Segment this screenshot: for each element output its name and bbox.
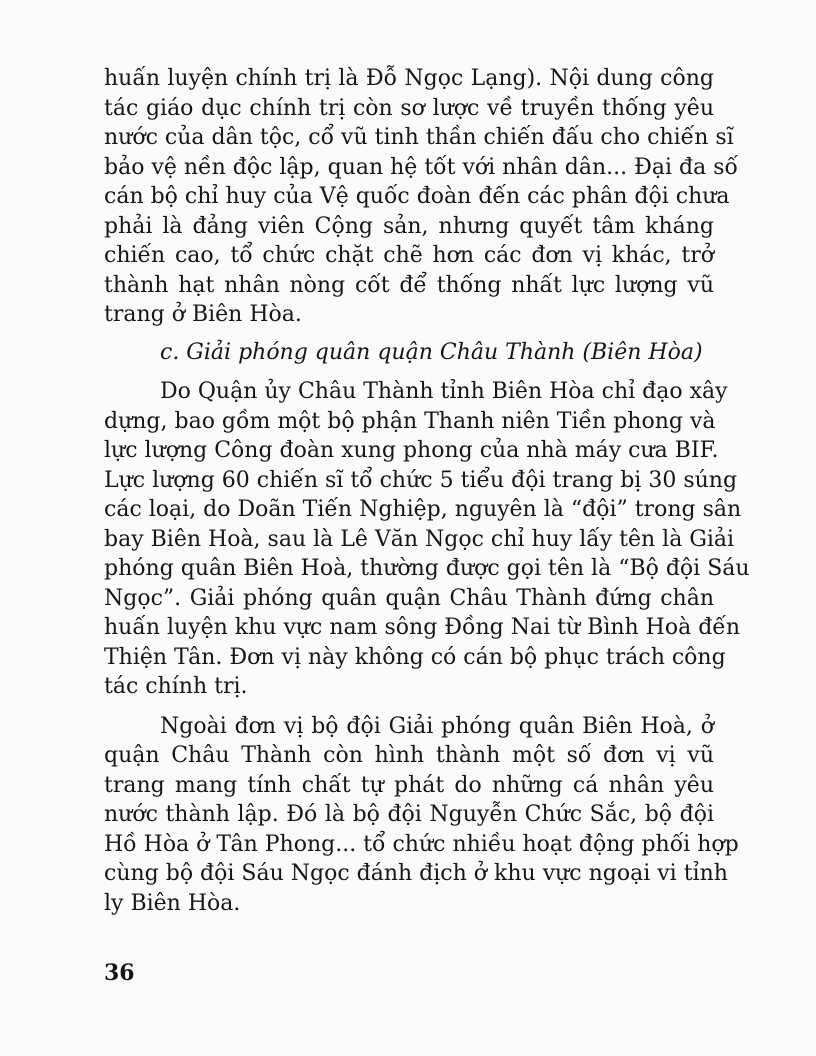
paragraph-2	[104, 377, 750, 702]
paragraph-1	[104, 64, 738, 330]
text-line: bay Biên Hoà, sau là Lê Văn Ngọc chỉ huy lấy tên là Giải	[104, 526, 735, 552]
paragraph-3	[104, 712, 739, 919]
text-line: trang ở Biên Hòa.	[104, 302, 302, 327]
paragraph-gap	[104, 702, 714, 712]
text-line: huấn luyện chính trị là Đỗ Ngọc Lạng). Nội dung công	[104, 66, 714, 91]
text-line: phải là đảng viên Cộng sản, nhưng quyết tâm kháng	[104, 213, 714, 239]
page-body	[104, 64, 750, 918]
text-line: tác giáo dục chính trị còn sơ lược về truyền thống yêu	[104, 95, 714, 121]
text-line: dựng, bao gồm một bộ phận Thanh niên Tiền phong và	[104, 408, 716, 434]
page-number: 36	[104, 960, 135, 986]
text-line: huấn luyện khu vực nam sông Đồng Nai từ Bình Hoà đến	[104, 615, 741, 640]
section-heading: c. Giải phóng quân quận Châu Thành (Biên Hòa)	[160, 339, 703, 365]
text-line: ly Biên Hòa.	[104, 890, 241, 916]
text-line: các loại, do Doãn Tiến Nghiệp, nguyên là “đội” trong sân	[104, 497, 742, 522]
text-line: Hồ Hòa ở Tân Phong... tổ chức nhiều hoạt động phối hợp	[104, 831, 739, 857]
text-line: nước của dân tộc, cổ vũ tinh thần chiến đấu cho chiến sĩ	[104, 125, 734, 150]
text-line: Do Quận ủy Châu Thành tỉnh Biên Hòa chỉ đạo xây	[160, 379, 728, 404]
text-line: Ngoài đơn vị bộ đội Giải phóng quân Biên Hoà, ở	[160, 713, 714, 739]
text-line: nước thành lập. Đó là bộ đội Nguyễn Chức Sắc, bộ đội	[104, 802, 714, 827]
text-line: bảo vệ nền độc lập, quan hệ tốt với nhân dân... Đại đa số	[104, 154, 738, 180]
text-line: cán bộ chỉ huy của Vệ quốc đoàn đến các phân đội chưa	[104, 184, 730, 209]
text-line: cùng bộ đội Sáu Ngọc đánh địch ở khu vực ngoại vi tỉnh	[104, 861, 728, 886]
text-line: Thiện Tân. Đơn vị này không có cán bộ phục trách công	[104, 644, 726, 670]
text-line: tác chính trị.	[104, 674, 248, 699]
text-line: chiến cao, tổ chức chặt chẽ hơn các đơn vị khác, trở	[104, 243, 714, 268]
text-line: thành hạt nhân nòng cốt để thống nhất lực lượng vũ	[104, 272, 714, 298]
text-line: lực lượng Công đoàn xung phong của nhà máy cưa BIF.	[104, 438, 719, 463]
text-line: Lực lượng 60 chiến sĩ tổ chức 5 tiểu đội trang bị 30 súng	[104, 467, 738, 493]
text-line: trang mang tính chất tự phát do những cá nhân yêu	[104, 772, 714, 798]
text-line: quận Châu Thành còn hình thành một số đơn vị vũ	[104, 743, 714, 768]
text-line: phóng quân Biên Hoà, thường được gọi tên là “Bộ đội Sáu	[104, 556, 750, 581]
text-line: Ngọc”. Giải phóng quân quận Châu Thành đứng chân	[104, 585, 714, 611]
